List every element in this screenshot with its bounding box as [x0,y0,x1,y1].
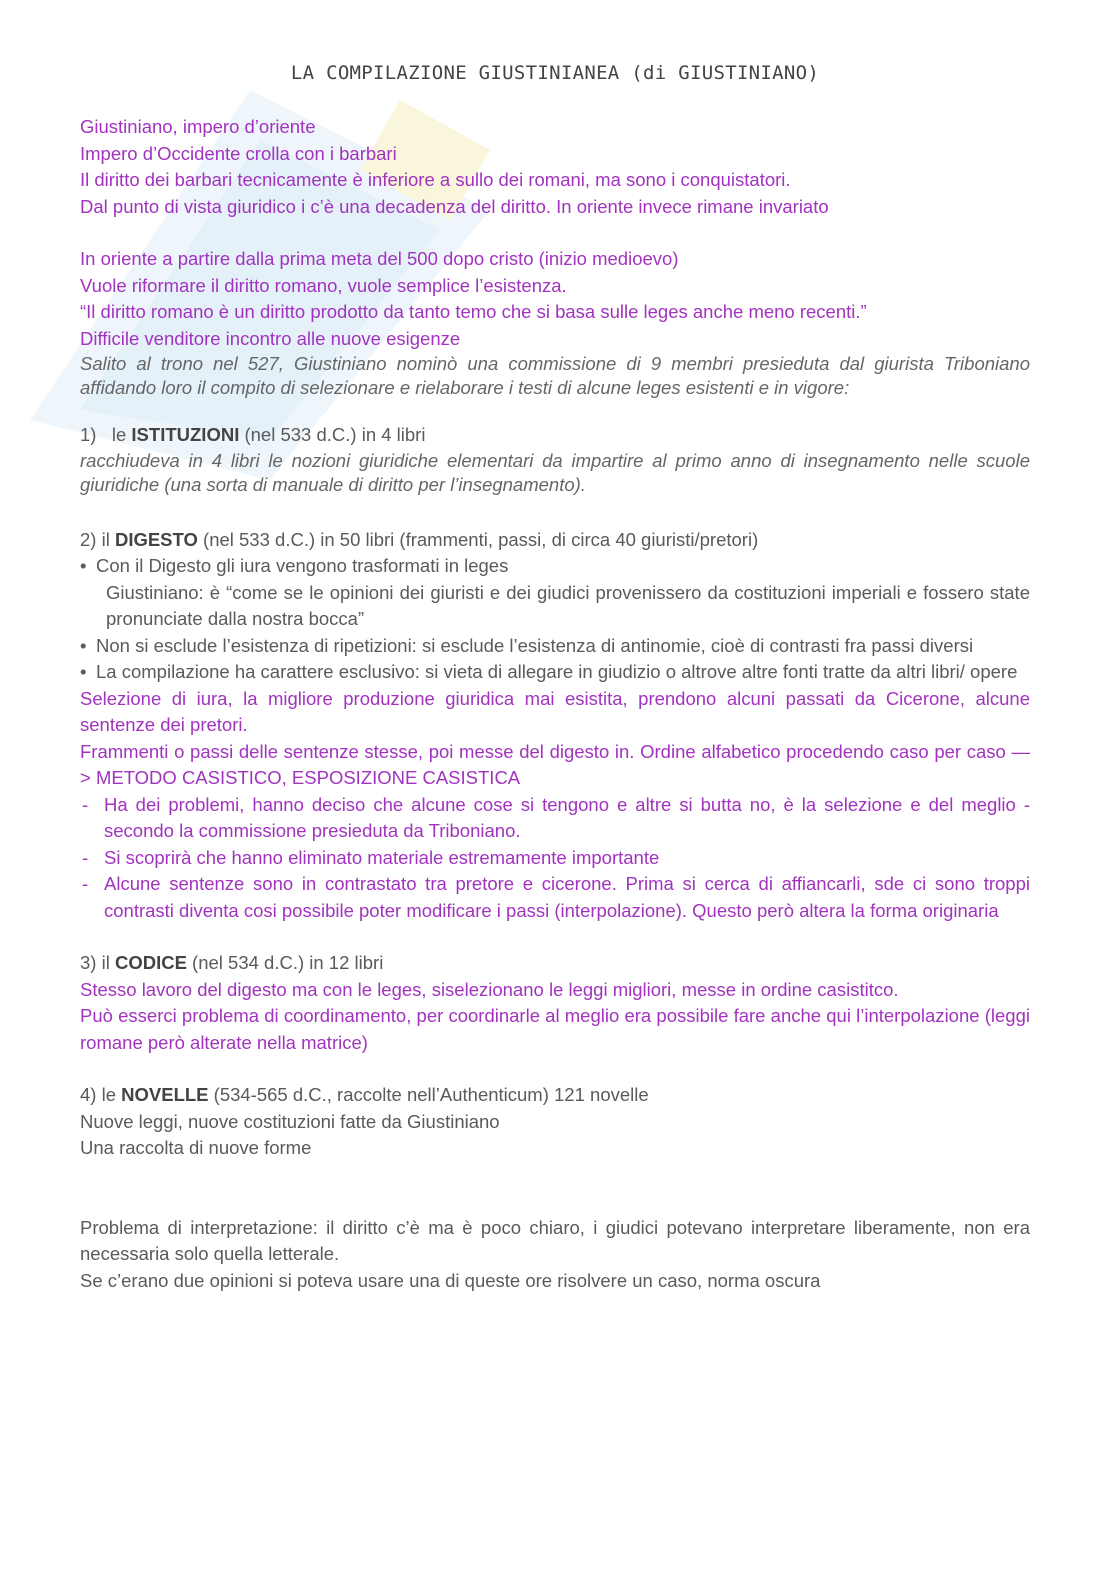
bullet-icon: • [80,634,87,656]
novelle-line: Nuove leggi, nuove costituzioni fatte da Giustiniano [80,1110,500,1132]
novelle-heading: 4) le NOVELLE (534-565 d.C., raccolte nell’Authenticum) 121 novelle [80,1084,649,1105]
istituzioni-section [80,422,1030,497]
reform-section [80,246,1030,400]
dash-item: - Si scoprirà che hanno eliminato materiale estremamente importante [80,845,1030,872]
dash-icon: - [82,873,89,894]
dash-item: - Alcune sentenze sono in contrastato tra pretore e cicerone. Prima si cerca di affiancarli, sde ci sono troppi contrasti diventa cosi possibile poter modificare i passi (interpolazione). Questo però altera la forma originaria [80,871,1030,924]
istituzioni-note: racchiudeva in 4 libri le nozioni giuridiche elementari da impartire al primo anno di insegnamento nelle scuole giuridiche (una sorta di manuale di diritto per l’insegnamento). [80,449,1030,495]
justinian-quote: Giustiniano: è “come se le opinioni dei giuristi e dei giudici provenissero da costituzioni imperiali e fossero state pronunciate dalla nostra bocca” [106,581,1030,629]
bullet-icon: • [80,555,87,576]
codice-line: Stesso lavoro del digesto ma con le leges, siselezionano le leggi migliori, messe in ordine casistitco. [80,978,899,1000]
digesto-fragments: Frammenti o passi delle sentenze stesse, poi messe del digesto in. Ordine alfabetico procedendo caso per caso —> METODO CASISTICO, ESPOSIZIONE CASISTICA [80,740,1030,788]
intro-line: Impero d’Occidente crolla con i barbari [80,142,397,164]
reform-line: Vuole riformare il diritto romano, vuole semplice l’esistenza. [80,274,567,296]
novelle-section [80,1082,1030,1162]
reform-line: Difficile venditore incontro alle nuove esigenze [80,327,461,349]
intro-line: Giustiniano, impero d’oriente [80,116,316,137]
digesto-name: DIGESTO [114,528,198,550]
intro-section [80,114,1030,220]
digesto-section [80,527,1030,925]
codice-line: Può esserci problema di coordinamento, per coordinarle al meglio era possibile fare anche qui l’interpolazione (leggi romane però alterate nella matrice) [80,1005,1030,1053]
bullet-item: • Non si esclude l’esistenza di ripetizioni: si esclude l’esistenza di antinomie, cioè di contrasti fra passi diversi [80,633,1030,660]
document-page [80,62,1030,1294]
codice-section [80,950,1030,1056]
bullet-item: • Con il Digesto gli iura vengono trasformati in leges [80,553,1030,580]
istituzioni-heading: 1) le ISTITUZIONI (nel 533 d.C.) in 4 libri [80,424,426,445]
bullet-icon: • [80,661,87,682]
digesto-selection: Selezione di iura, la migliore produzione giuridica mai esistita, prendono alcuni passati da Cicerone, alcune sentenze dei pretori. [80,687,1030,735]
istituzioni-name: ISTITUZIONI [131,424,240,445]
document-title: LA COMPILAZIONE GIUSTINIANEA (di GIUSTINIANO) [290,62,820,84]
commission-note: Salito al trono nel 527, Giustiniano nominò una commissione di 9 membri presieduta dal giurista Triboniano affidando loro il compito di selezionare e rielaborare i testi di alcune leges esistenti e in vigore: [80,353,1030,398]
reform-line: “Il diritto romano è un diritto prodotto da tanto temo che si basa sulle leges anche meno recenti.” [80,301,867,322]
dash-item: - Ha dei problemi, hanno deciso che alcune cose si tengono e altre si butta no, è la selezione e del meglio - secondo la commissione presieduta da Triboniano. [80,792,1030,845]
bullet-item: • La compilazione ha carattere esclusivo: si vieta di allegare in giudizio o altrove altre fonti tratte da altri libri/ opere [80,659,1030,686]
dash-icon: - [82,793,89,815]
interpretation-line: Problema di interpretazione: il diritto c’è ma è poco chiaro, i giudici potevano interpretare liberamente, non era necessaria solo quella letterale. [80,1216,1030,1264]
reform-line: In oriente a partire dalla prima meta del 500 dopo cristo (inizio medioevo) [80,248,679,269]
novelle-line: Una raccolta di nuove forme [80,1137,312,1158]
intro-line: Dal punto di vista giuridico i c’è una decadenza del diritto. In oriente invece rimane invariato [80,195,829,217]
codice-name: CODICE [114,952,187,973]
interpretation-line: Se c’erano due opinioni si poteva usare una di queste ore risolvere un caso, norma oscura [80,1269,821,1291]
novelle-name: NOVELLE [121,1084,209,1105]
codice-heading: 3) il CODICE (nel 534 d.C.) in 12 libri [80,952,384,973]
digesto-heading: 2) il DIGESTO (nel 533 d.C.) in 50 libri (frammenti, passi, di circa 40 giuristi/pretori) [80,528,759,550]
dash-icon: - [82,846,89,868]
interpretation-section [80,1215,1030,1295]
intro-line: Il diritto dei barbari tecnicamente è inferiore a sullo dei romani, ma sono i conquistatori. [80,169,791,190]
